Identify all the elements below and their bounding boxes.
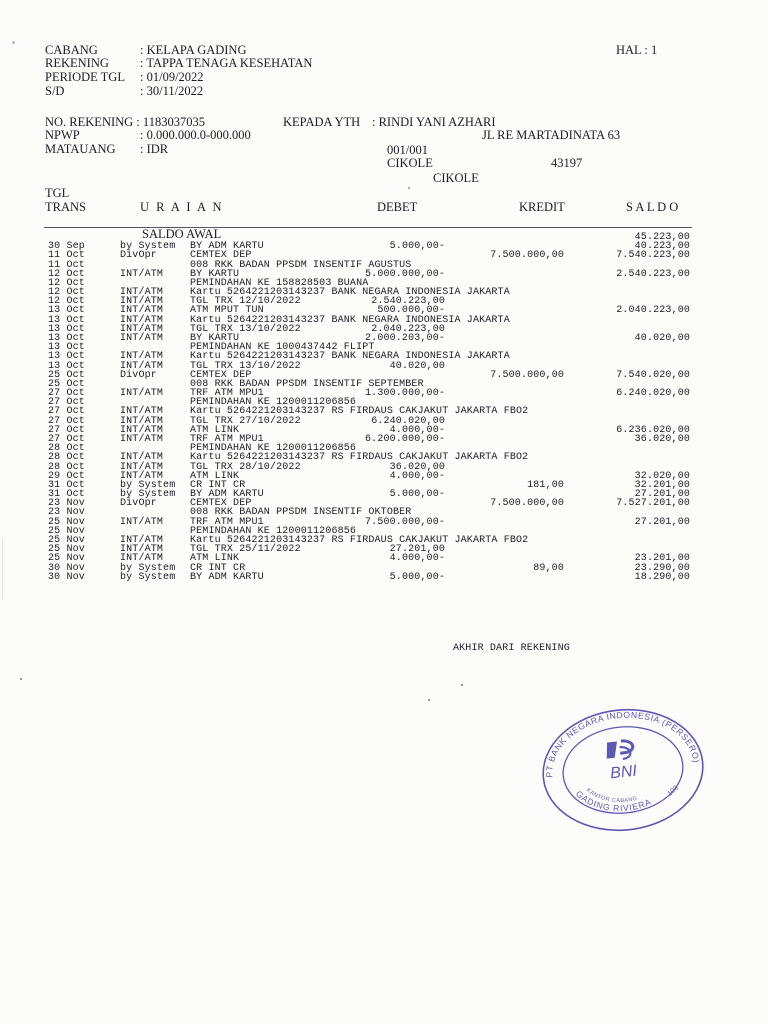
recipient-name: : RINDI YANI AZHARI [372, 115, 496, 129]
npwp-label: NPWP [45, 128, 80, 142]
cell-type: INT/ATM [120, 388, 164, 400]
cell-credit: 7.500.000,00 [490, 250, 564, 262]
cell-debit: 6.200.000,00- [365, 434, 445, 445]
stamp-number: 103 [666, 784, 680, 798]
cell-description: TGL TRX 27/10/2022 [190, 415, 301, 427]
cell-date: 30 Sep [48, 241, 85, 253]
cell-description: Kartu 5264221203143237 RS FIRDAUS CAKJAKUT JAKARTA FBO2 [190, 406, 529, 418]
cell-description: 008 RKK BADAN PPSDM INSENTIF AGUSTUS [190, 259, 412, 271]
cell-date: 27 Oct [48, 424, 85, 436]
cell-date: 12 Oct [48, 296, 85, 308]
cell-balance: 27.201,00 [634, 516, 690, 528]
cell-description: ATM LINK [190, 470, 240, 482]
scan-speck [461, 684, 463, 686]
cell-balance: 2.540.223,00 [616, 268, 690, 280]
info-value: : 30/11/2022 [140, 84, 204, 98]
cell-type: INT/ATM [120, 296, 164, 308]
cell-type: INT/ATM [120, 544, 164, 556]
cell-type: INT/ATM [120, 351, 164, 363]
cell-balance: 40.223,00 [634, 241, 690, 253]
cell-balance: 6.240.020,00 [616, 388, 690, 400]
stamp-ring-text: PT BANK NEGARA INDONESIA (PERSERO) [544, 709, 702, 778]
cell-description: TRF ATM MPU1 [190, 434, 264, 445]
cell-description: PEMINDAHAN KE 1200011206856 [190, 525, 357, 537]
cell-debit: 5.000,00- [389, 489, 445, 500]
cell-type: INT/ATM [120, 434, 164, 445]
cell-date: 11 Oct [48, 250, 85, 262]
cell-date: 25 Nov [48, 534, 85, 546]
cell-description: Kartu 5264221203143237 BANK NEGARA INDONESIA JAKARTA [190, 351, 510, 363]
cell-debit: 6.240.020,00 [371, 415, 445, 427]
cell-description: TRF ATM MPU1 [190, 388, 264, 400]
cell-balance: 7.527.201,00 [616, 498, 690, 510]
currency-label: MATAUANG [45, 142, 116, 156]
currency-value: : IDR [140, 142, 169, 156]
cell-balance: 7.540.223,00 [616, 250, 690, 262]
cell-description: CR INT CR [190, 479, 246, 491]
cell-date: 25 Nov [48, 553, 85, 565]
cell-debit: 2.040.223,00 [371, 323, 445, 335]
cell-description: ATM LINK [190, 424, 240, 436]
cell-type: INT/ATM [120, 415, 164, 427]
npwp-value: : 0.000.000.0-000.000 [140, 128, 251, 142]
cell-type: DivOpr [120, 369, 157, 381]
cell-date: 13 Oct [48, 314, 85, 326]
account-number: NO. REKENING : 1183037035 [45, 115, 205, 129]
cell-type: by System [120, 479, 176, 491]
cell-date: 13 Oct [48, 360, 85, 372]
col-balance: S A L D O [626, 200, 679, 214]
bank-stamp [538, 705, 708, 835]
cell-description: CEMTEX DEP [190, 369, 252, 381]
col-description: U R A I A N [140, 200, 224, 214]
cell-type: DivOpr [120, 250, 157, 262]
cell-type: INT/ATM [120, 553, 164, 565]
opening-balance-label: SALDO AWAL [142, 227, 222, 241]
cell-type: INT/ATM [120, 461, 164, 473]
cell-balance: 2.040.223,00 [616, 305, 690, 317]
cell-type: INT/ATM [120, 314, 164, 326]
scan-speck [20, 678, 22, 680]
end-of-statement: AKHIR DARI REKENING [453, 643, 570, 654]
cell-description: CR INT CR [190, 562, 246, 574]
cell-description: PEMINDAHAN KE 1200011206856 [190, 397, 357, 409]
address-line-1: JL RE MARTADINATA 63 [482, 128, 621, 142]
cell-type: INT/ATM [120, 360, 164, 372]
cell-credit: 7.500.000,00 [490, 369, 564, 381]
cell-balance: 23.201,00 [634, 553, 690, 565]
cell-description: CEMTEX DEP [190, 250, 252, 262]
cell-debit: 2.000.203,00- [365, 333, 445, 344]
cell-balance: 23.290,00 [634, 562, 690, 574]
cell-debit: 2.540.223,00 [371, 296, 445, 308]
cell-type: by System [120, 571, 176, 583]
scan-speck [428, 699, 430, 701]
info-value: : TAPPA TENAGA KESEHATAN [140, 56, 313, 70]
cell-type: by System [120, 489, 176, 500]
cell-date: 27 Oct [48, 415, 85, 427]
cell-debit: 36.020,00 [389, 461, 445, 473]
cell-balance: 7.540.020,00 [616, 369, 690, 381]
cell-date: 28 Oct [48, 443, 85, 455]
scan-edge-mark [2, 540, 3, 600]
cell-description: Kartu 5264221203143237 BANK NEGARA INDONESIA JAKARTA [190, 287, 510, 299]
cell-date: 30 Nov [48, 571, 85, 583]
col-debit: DEBET [377, 200, 418, 214]
cell-date: 25 Oct [48, 378, 85, 390]
cell-type: INT/ATM [120, 516, 164, 528]
cell-balance: 32.020,00 [634, 470, 690, 482]
cell-balance: 36.020,00 [634, 434, 690, 445]
scan-speck [12, 41, 15, 44]
cell-description: TGL TRX 13/10/2022 [190, 323, 301, 335]
cell-description: BY ADM KARTU [190, 489, 264, 500]
cell-type: INT/ATM [120, 424, 164, 436]
cell-description: BY KARTU [190, 268, 240, 280]
cell-date: 12 Oct [48, 277, 85, 289]
cell-date: 13 Oct [48, 305, 85, 317]
cell-date: 13 Oct [48, 333, 85, 344]
cell-description: BY ADM KARTU [190, 571, 264, 583]
address-line-2: 001/001 [387, 143, 428, 157]
cell-description: Kartu 5264221203143237 BANK NEGARA INDONESIA JAKARTA [190, 314, 510, 326]
cell-date: 25 Oct [48, 369, 85, 381]
cell-type: INT/ATM [120, 470, 164, 482]
cell-type: by System [120, 562, 176, 574]
cell-type: INT/ATM [120, 452, 164, 464]
cell-debit: 4.000,00- [389, 470, 445, 482]
cell-date: 13 Oct [48, 351, 85, 363]
cell-balance: 18.290,00 [634, 571, 690, 583]
stamp-bottom-text: GADING RIVIERA [573, 788, 653, 814]
cell-type: INT/ATM [120, 406, 164, 418]
cell-description: PEMINDAHAN KE 158828503 BUANA [190, 277, 369, 289]
cell-description: ATM MPUT TUN [190, 305, 264, 317]
cell-date: 27 Oct [48, 406, 85, 418]
scan-speck [408, 187, 410, 189]
cell-description: PEMINDAHAN KE 1000437442 FLIPT [190, 342, 375, 354]
col-credit: KREDIT [519, 200, 565, 214]
cell-date: 25 Nov [48, 544, 85, 556]
cell-credit: 7.500.000,00 [490, 498, 564, 510]
recipient-label: KEPADA YTH [283, 115, 361, 129]
cell-type: INT/ATM [120, 323, 164, 335]
address-line-4: CIKOLE [433, 171, 479, 185]
cell-balance: 40.020,00 [634, 333, 690, 344]
bni-logo-text: BNI [609, 762, 638, 783]
cell-debit: 4.000,00- [389, 424, 445, 436]
cell-type: INT/ATM [120, 268, 164, 280]
cell-date: 28 Oct [48, 452, 85, 464]
col-date-line1: TGL [45, 186, 70, 200]
cell-description: TGL TRX 12/10/2022 [190, 296, 301, 308]
cell-debit: 5.000,00- [389, 571, 445, 583]
col-date-line2: TRANS [45, 200, 86, 214]
cell-description: TGL TRX 25/11/2022 [190, 544, 301, 556]
cell-date: 30 Nov [48, 562, 85, 574]
cell-description: CEMTEX DEP [190, 498, 252, 510]
cell-date: 29 Oct [48, 470, 85, 482]
info-label: PERIODE TGL [45, 70, 125, 84]
cell-type: by System [120, 241, 176, 253]
postal-code: 43197 [551, 156, 583, 170]
bni-logo-mark [605, 741, 619, 758]
cell-debit: 5.000,00- [389, 241, 445, 253]
cell-type: DivOpr [120, 498, 157, 510]
cell-balance: 6.236.020,00 [616, 424, 690, 436]
cell-description: Kartu 5264221203143237 RS FIRDAUS CAKJAKUT JAKARTA FBO2 [190, 534, 529, 546]
page-number: HAL : 1 [616, 43, 658, 57]
cell-date: 12 Oct [48, 268, 85, 280]
info-value: : KELAPA GADING [140, 43, 247, 57]
info-label: S/D [45, 84, 65, 98]
cell-balance: 32.201,00 [634, 479, 690, 491]
cell-debit: 1.300.000,00- [365, 388, 445, 400]
cell-type: INT/ATM [120, 305, 164, 317]
cell-credit: 89,00 [533, 562, 564, 574]
cell-date: 13 Oct [48, 342, 85, 354]
address-line-3: CIKOLE [387, 156, 433, 170]
info-label: CABANG [45, 43, 98, 57]
cell-date: 23 Nov [48, 507, 85, 519]
cell-type: INT/ATM [120, 333, 164, 344]
cell-description: TGL TRX 13/10/2022 [190, 360, 301, 372]
cell-debit: 4.000,00- [389, 553, 445, 565]
bank-stamp-graphic [538, 705, 708, 835]
cell-description: Kartu 5264221203143237 RS FIRDAUS CAKJAKUT JAKARTA FBO2 [190, 452, 529, 464]
cell-description: TGL TRX 28/10/2022 [190, 461, 301, 473]
cell-description: ATM LINK [190, 553, 240, 565]
cell-description: PEMINDAHAN KE 1200011206856 [190, 443, 357, 455]
cell-debit: 27.201,00 [389, 544, 445, 556]
info-label: REKENING [45, 56, 109, 70]
info-value: : 01/09/2022 [140, 70, 204, 84]
cell-date: 23 Nov [48, 498, 85, 510]
cell-date: 28 Oct [48, 461, 85, 473]
cell-date: 11 Oct [48, 259, 85, 271]
cell-credit: 181,00 [527, 479, 564, 491]
stamp-inner-text: KANTOR CABANG [585, 787, 639, 805]
cell-date: 31 Oct [48, 489, 85, 500]
cell-type: INT/ATM [120, 287, 164, 299]
cell-description: 008 RKK BADAN PPSDM INSENTIF OKTOBER [190, 507, 412, 519]
cell-date: 25 Nov [48, 525, 85, 537]
cell-description: BY ADM KARTU [190, 241, 264, 253]
cell-date: 27 Oct [48, 397, 85, 409]
cell-debit: 40.020,00 [389, 360, 445, 372]
cell-date: 31 Oct [48, 479, 85, 491]
cell-balance: 45.223,00 [634, 232, 690, 243]
cell-date: 27 Oct [48, 388, 85, 400]
cell-description: TRF ATM MPU1 [190, 516, 264, 528]
cell-date: 27 Oct [48, 434, 85, 445]
cell-date: 12 Oct [48, 287, 85, 299]
cell-date: 25 Nov [48, 516, 85, 528]
cell-debit: 7.500.000,00- [365, 516, 445, 528]
cell-type: INT/ATM [120, 534, 164, 546]
cell-description: BY KARTU [190, 333, 240, 344]
cell-date: 13 Oct [48, 323, 85, 335]
cell-debit: 5.000.000,00- [365, 268, 445, 280]
cell-description: 008 RKK BADAN PPSDM INSENTIF SEPTEMBER [190, 378, 424, 390]
cell-balance: 27.201,00 [634, 489, 690, 500]
cell-debit: 500.000,00- [377, 305, 445, 317]
